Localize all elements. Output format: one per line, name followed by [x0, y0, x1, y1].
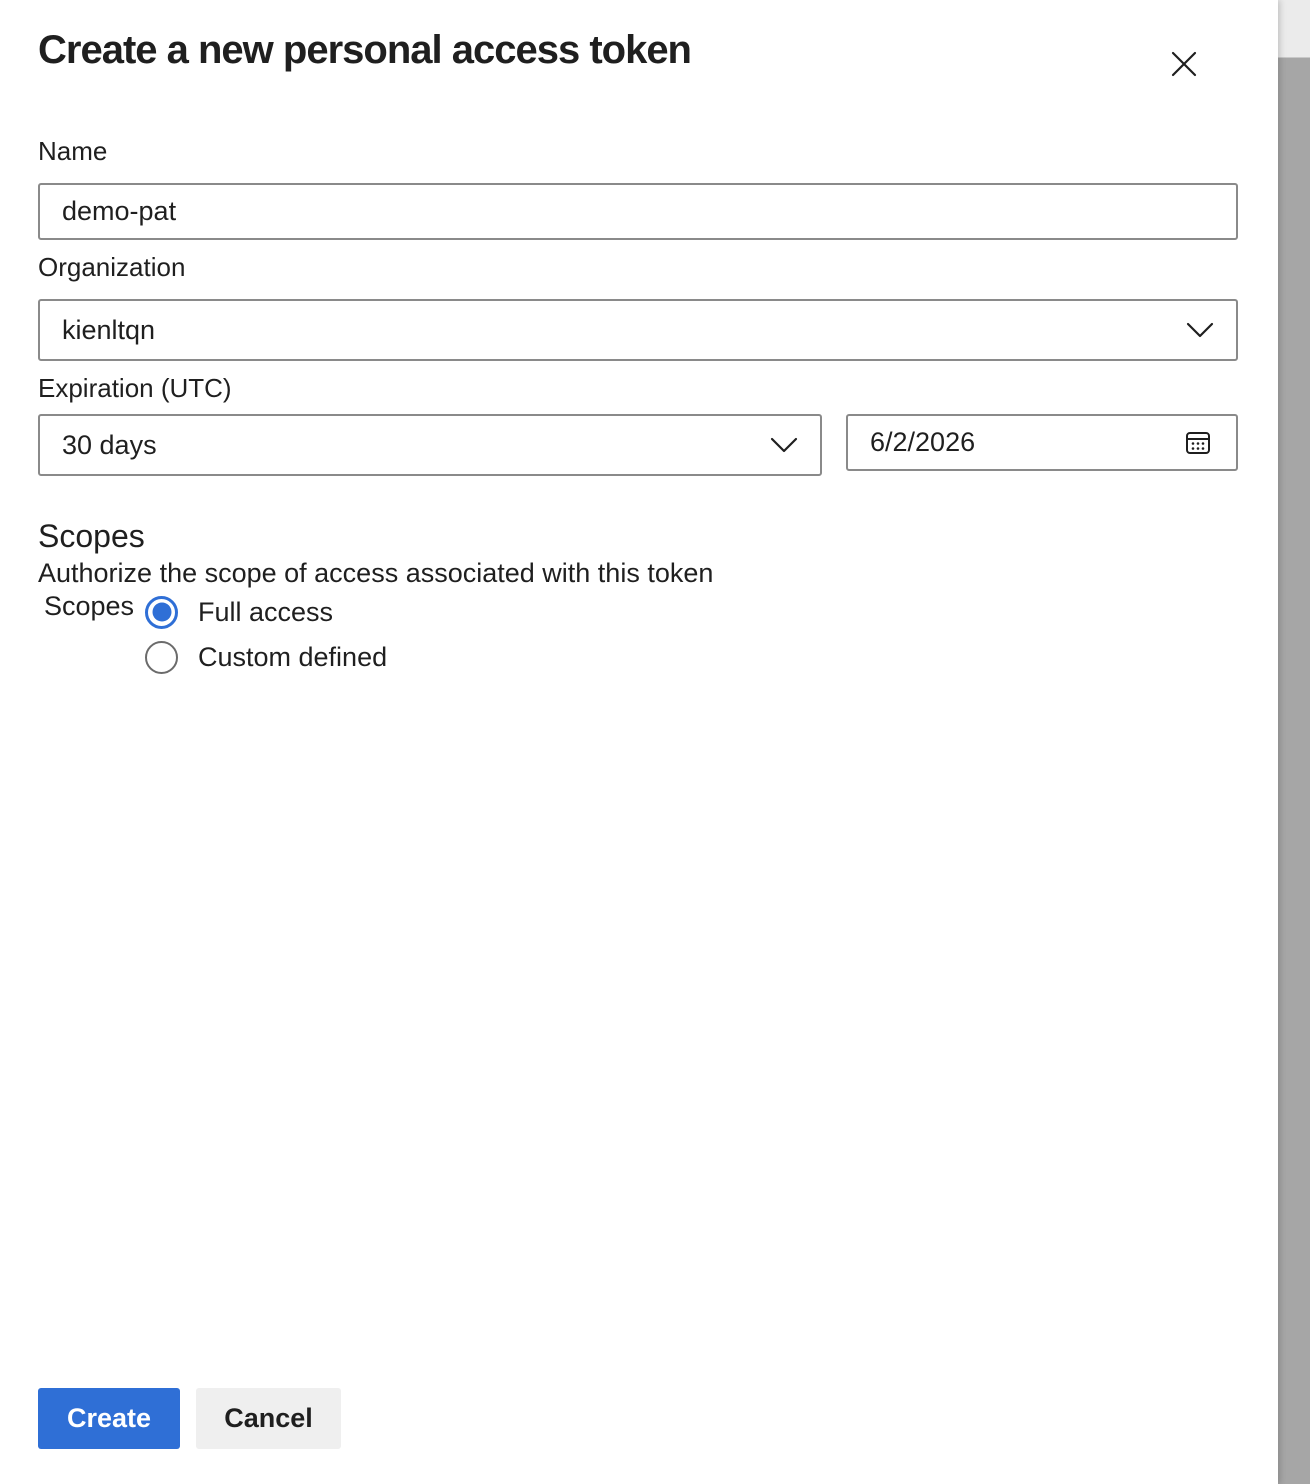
organization-select[interactable]	[38, 299, 1238, 361]
cancel-button[interactable]: Cancel	[196, 1388, 341, 1449]
close-button[interactable]	[1164, 44, 1204, 84]
scopes-group-label: Scopes	[44, 591, 135, 621]
scopes-heading: Scopes	[38, 518, 145, 554]
name-input[interactable]	[38, 183, 1238, 240]
close-icon	[1171, 51, 1197, 77]
page-backdrop	[1278, 0, 1310, 1484]
expiration-select-value: 30 days	[62, 429, 157, 460]
name-input-value: demo-pat	[62, 196, 177, 226]
organization-select-value: kienltqn	[62, 314, 156, 345]
expiration-date-input[interactable]	[846, 414, 1238, 471]
organization-label: Organization	[38, 252, 186, 282]
radio-full-access[interactable]	[145, 595, 333, 629]
chevron-down-icon	[1186, 321, 1214, 339]
name-label: Name	[38, 136, 108, 166]
radio-button-unchecked[interactable]	[145, 641, 178, 674]
dialog-title: Create a new personal access token	[38, 28, 691, 72]
radio-custom-defined[interactable]	[145, 640, 387, 674]
radio-label-custom-defined: Custom defined	[198, 641, 388, 672]
page-backdrop-header	[1278, 0, 1310, 58]
expiration-date-value: 6/2/2026	[870, 427, 976, 457]
expiration-label: Expiration (UTC)	[38, 373, 232, 403]
chevron-down-icon	[770, 436, 798, 454]
create-button[interactable]: Create	[38, 1388, 180, 1449]
expiration-select[interactable]	[38, 414, 822, 476]
calendar-icon[interactable]	[1184, 429, 1212, 457]
radio-button-checked[interactable]	[145, 596, 178, 629]
scopes-description: Authorize the scope of access associated with this token	[38, 558, 714, 588]
radio-label-full-access: Full access	[198, 596, 334, 627]
